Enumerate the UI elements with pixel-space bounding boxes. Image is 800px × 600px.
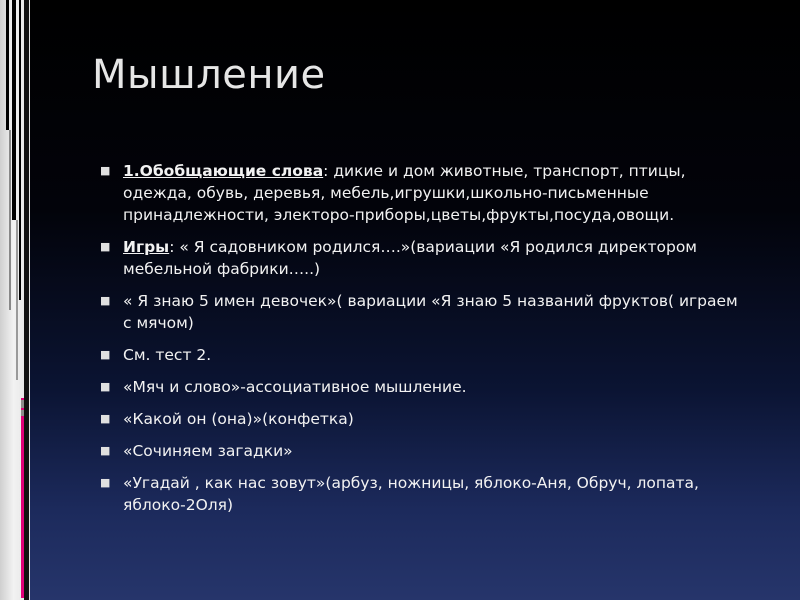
item-text: «Какой он (она)»(конфетка) bbox=[123, 410, 354, 428]
list-item bbox=[100, 440, 740, 462]
list-item bbox=[100, 290, 740, 334]
item-prefix: 1.Обобщающие слова bbox=[123, 162, 324, 180]
list-item bbox=[100, 408, 740, 430]
bullet-icon: ■ bbox=[100, 164, 111, 177]
item-text: «Сочиняем загадки» bbox=[123, 442, 293, 460]
bullet-icon: ■ bbox=[100, 412, 111, 425]
item-text: : « Я садовником родился….»(вариации «Я родился директором мебельной фабрики…..) bbox=[123, 238, 697, 278]
list-item bbox=[100, 376, 740, 398]
item-text: «Угадай , как нас зовут»(арбуз, ножницы, яблоко-Аня, Обруч, лопата, яблоко-2Оля) bbox=[123, 474, 699, 514]
pink-accent bbox=[21, 398, 24, 598]
bullet-icon: ■ bbox=[100, 348, 111, 361]
bullet-icon: ■ bbox=[100, 380, 111, 393]
list-item bbox=[100, 236, 740, 280]
bullet-icon: ■ bbox=[100, 240, 111, 253]
stripe bbox=[9, 130, 11, 310]
slide-title: Мышление bbox=[92, 52, 326, 98]
stripe bbox=[12, 0, 16, 220]
bullet-icon: ■ bbox=[100, 444, 111, 457]
list-item bbox=[100, 472, 740, 516]
item-text: См. тест 2. bbox=[123, 346, 212, 364]
left-decorative-bars bbox=[0, 0, 30, 600]
stripe bbox=[24, 0, 29, 600]
gray-accent bbox=[21, 410, 24, 416]
list-item bbox=[100, 344, 740, 366]
gray-accent bbox=[21, 400, 24, 408]
list-item bbox=[100, 160, 740, 226]
stripe bbox=[6, 0, 9, 130]
item-prefix: Игры bbox=[123, 238, 170, 256]
item-text: « Я знаю 5 имен девочек»( вариации «Я знаю 5 названий фруктов( играем с мячом) bbox=[123, 292, 738, 332]
stripe bbox=[16, 220, 18, 380]
bullet-icon: ■ bbox=[100, 476, 111, 489]
bullet-icon: ■ bbox=[100, 294, 111, 307]
item-text: : дикие и дом животные, транспорт, птицы, одежда, обувь, деревья, мебель,игрушки,школьно-письменные принадлежности, электоро-приборы,цветы,фрукты,посуда,овощи. bbox=[123, 162, 686, 224]
item-text: «Мяч и слово»-ассоциативное мышление. bbox=[123, 378, 467, 396]
stripe bbox=[19, 0, 21, 300]
bullet-list bbox=[100, 160, 740, 526]
